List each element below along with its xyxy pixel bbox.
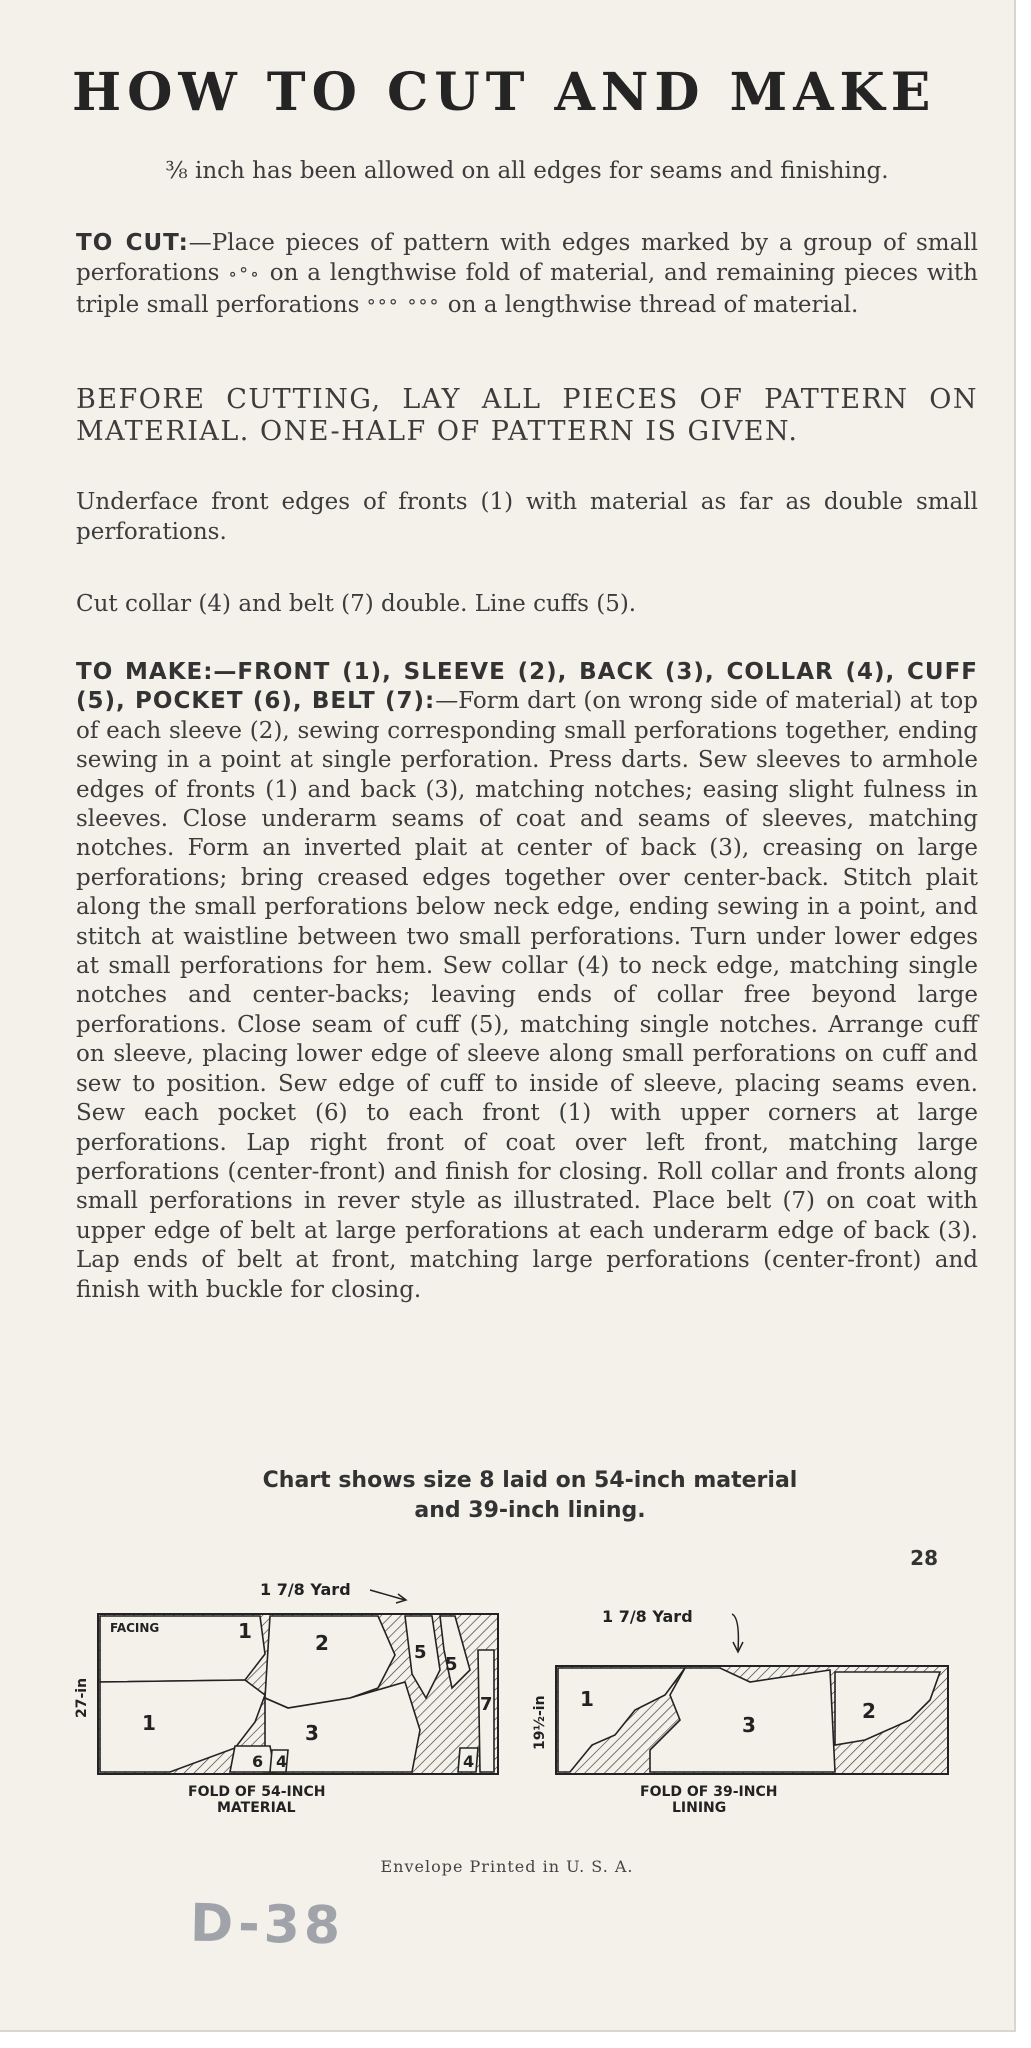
lining-fold-label: FOLD OF 39-INCH [640, 1784, 778, 1800]
piece-label: 4 [463, 1752, 475, 1771]
material-layout-drawing [60, 1570, 510, 1830]
piece-label: 6 [252, 1752, 264, 1771]
underface-paragraph: Underface front edges of fronts (1) with material as far as double small perforations. [76, 489, 978, 545]
piece-label: 5 [445, 1654, 458, 1675]
lining-yardage-label: 1 7/8 Yard [602, 1607, 693, 1626]
material-fold-label-2: MATERIAL [217, 1800, 296, 1816]
chart-caption-line-2: and 39-inch lining. [414, 1498, 646, 1523]
lining-layout-chart [520, 1570, 970, 1834]
page-title: HOW TO CUT AND MAKE [72, 62, 937, 123]
page-number: 28 [910, 1546, 938, 1570]
piece-label: 4 [276, 1752, 288, 1771]
to-make-paragraph [76, 658, 978, 1305]
to-make-heading: TO MAKE:—FRONT (1), SLEEVE (2), BACK (3), COLLAR (4), CUFF (5), POCKET (6), BELT (7): [76, 659, 978, 715]
to-make-text: —Form dart (on wrong side of material) at top of each sleeve (2), sewing corresponding small perforations together, ending sewing in a point at single perforation. Press darts. Sew sleeves to armhole edges of fronts (1) and back (3), matching notches; easing slight fulness in sleeves. Close underarm seams of coat and seams of sleeves, matching notches. Form an inverted plait at center of back (3), creasing on large perforations; bring creased edges together over center-back. Stitch plait along the small perforations below neck edge, ending sewing in a point, and stitch at waistline between two small perforations. Turn under lower edges at small perforations for hem. Sew collar (4) to neck edge, matching single notches and center-backs; leaving ends of collar free beyond large perforations. Close seam of cuff (5), matching single notches. Arrange cuff on sleeve, placing lower edge of sleeve along small perforations on cuff and sew to position. Sew edge of cuff to inside of sleeve, placing seams even. Sew each pocket (6) to each front (1) with upper corners at large perforations. Lap right front of coat over left front, matching large perforations (center-front) and finish for closing. Roll collar and fronts along small perforations in rever style as illustrated. Place belt (7) on coat with upper edge of belt at large perforations at each underarm edge of back (3). Lap ends of belt at front, matching large perforations (center-front) and finish with buckle for closing. [76, 688, 978, 1303]
material-fold-label: FOLD OF 54-INCH [188, 1784, 326, 1800]
seam-allowance-note: ⅜ inch has been allowed on all edges for seams and finishing. [165, 158, 889, 184]
piece-label: 1 [238, 1619, 252, 1643]
material-width-label: 27-in [74, 1677, 90, 1718]
piece-label: 1 [580, 1687, 594, 1711]
piece-label: 3 [742, 1713, 756, 1737]
piece-label: 2 [862, 1699, 876, 1723]
to-cut-text-1: —Place pieces of pattern with edges marked by a group of small perforations [76, 230, 978, 286]
piece-label: 7 [480, 1694, 493, 1715]
lining-width-label: 19½-in [532, 1695, 548, 1750]
envelope-printed-note: Envelope Printed in U. S. A. [380, 1857, 634, 1876]
to-cut-text-3: on a lengthwise thread of material. [440, 292, 859, 318]
lining-fold-label-2: LINING [672, 1800, 727, 1816]
to-cut-heading: TO CUT: [76, 230, 189, 256]
piece-label: 5 [414, 1642, 427, 1663]
material-yardage-label: 1 7/8 Yard [260, 1580, 351, 1599]
before-cutting-notice: BEFORE CUTTING, LAY ALL PIECES OF PATTERN ON MATERIAL. ONE-HALF OF PATTERN IS GIVEN. [76, 384, 978, 447]
piece-label: 3 [305, 1721, 319, 1745]
facing-label: FACING [110, 1621, 160, 1635]
material-layout-chart [60, 1570, 510, 1834]
piece-label: 2 [315, 1631, 329, 1655]
triple-perforation-symbol: °°° °°° [366, 296, 441, 317]
to-cut-text-2: on a lengthwise fold of material, and remaining pieces with triple small perforations [76, 260, 978, 318]
piece-label: 1 [142, 1711, 156, 1735]
to-cut-paragraph [76, 228, 978, 322]
lining-layout-drawing [520, 1570, 970, 1830]
fold-perforation-symbol: ∘°∘ [228, 264, 261, 285]
chart-caption-line-1: Chart shows size 8 laid on 54-inch material [262, 1468, 798, 1493]
chart-caption [160, 1466, 900, 1526]
pattern-number-stamp: D-38 [189, 1893, 345, 1957]
yardage-arrow-icon [732, 1614, 738, 1650]
cut-collar-paragraph: Cut collar (4) and belt (7) double. Line cuffs (5). [76, 591, 637, 617]
